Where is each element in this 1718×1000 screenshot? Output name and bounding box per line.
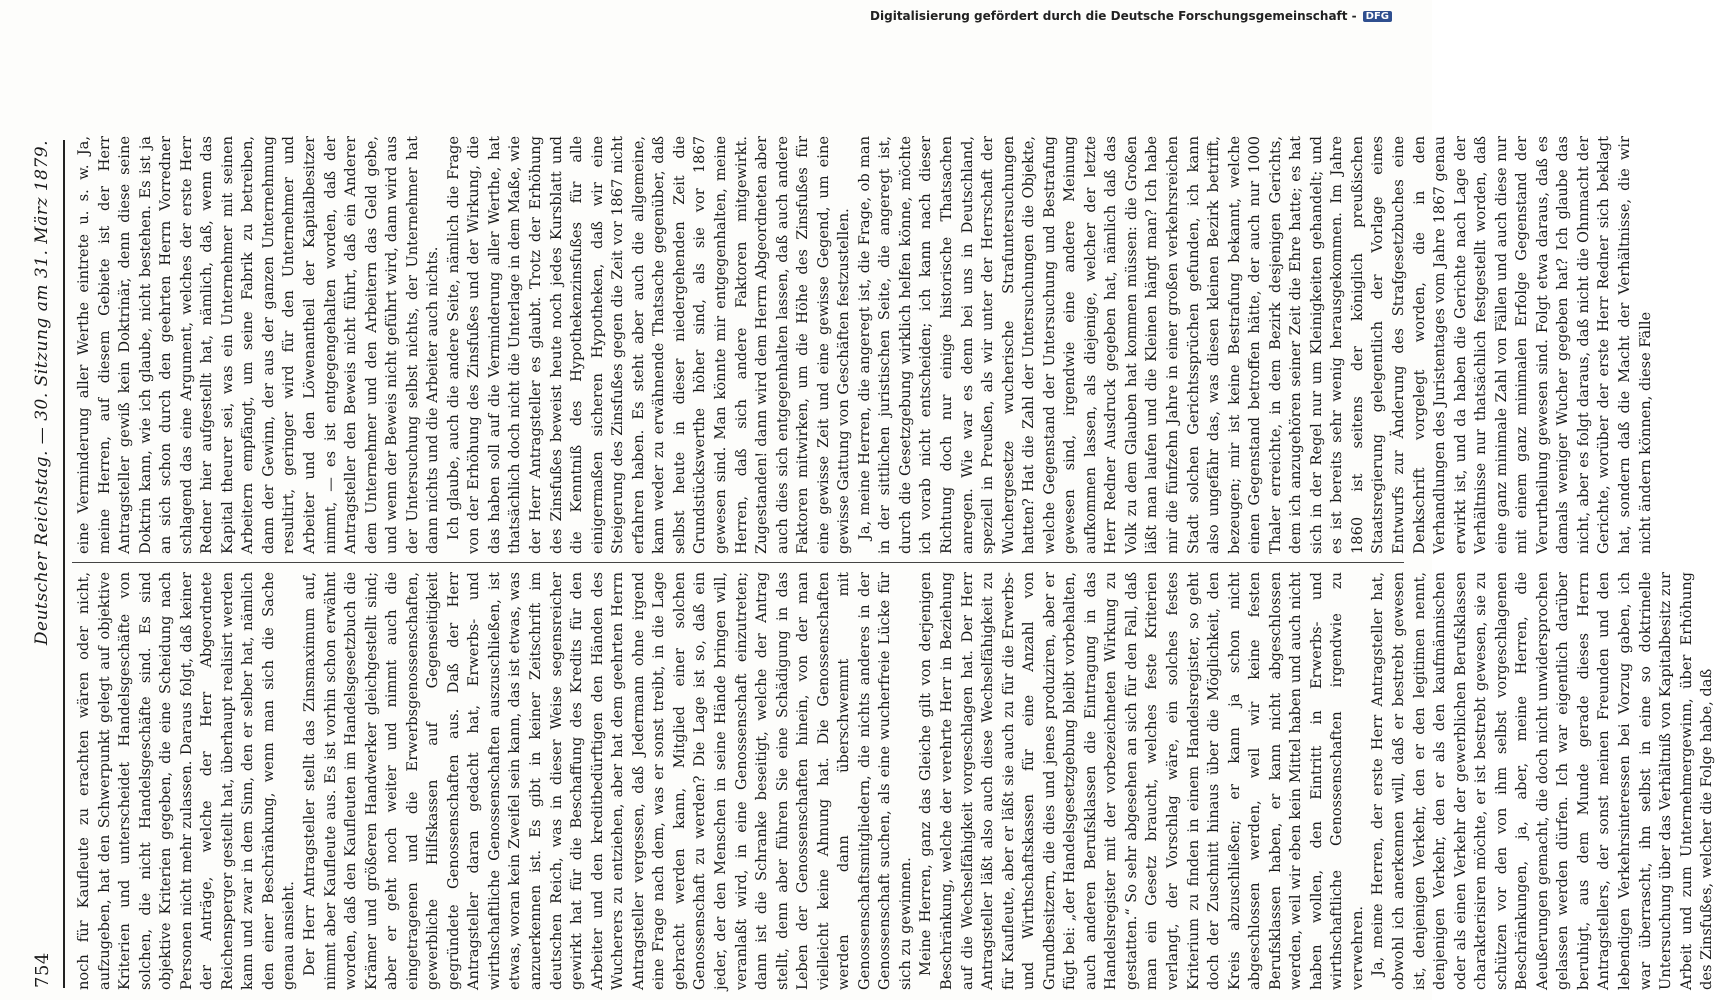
paragraph: Ja, meine Herren, der erste Herr Antragsteller hat, obwohl ich anerkennen will, daß er bestrebt gewesen ist, denjenigen Verkehr, den er den legitimen nennt, denjenigen Verkehr, den er als den kaufmännischen oder als einen Verkehr der gewerblichen Berufsklassen charakterisiren möchte, er ist bestrebt gewesen, sie zu schützen vor den von ihm selbst vorgeschlagenen Beschränkungen, ja, aber, meine Herren, die Aeußerungen gemacht, die doch nicht unwidersprochen gelassen werden dürfen. Ich war eigentlich darüber beruhigt, aus dem Munde gerade dieses Herrn Antragstellers, der sonst meinen Freunden und den lebendigen Verkehrsinteressen bei Vorzug gaben, ich war überrascht, ihn selbst in eine so doktrinelle Untersuchung über das Verhältniß von Kapitalbesitz zur Arbeit und zum Unternehmergewinn, über Erhöhung des Zinsfußes, welcher die Folge habe, daß [1369, 572, 1716, 990]
digitization-credit [150, 6, 1392, 26]
paragraph: Der Herr Antragsteller stellt das Zinsmaximum auf, nimmt aber Kaufleute aus. Es ist vorhin schon erwähnt worden, daß den Kaufleuten im Handelsgesetzbuch die Krämer und größeren Handwerker gleichgestellt sind; aber er geht noch weiter und nimmt auch die eingetragenen und die Erwerbsgenossenschaften, gewerbliche Hilfskassen auf Gegenseitigkeit gegründete Genossenschaften aus. Daß der Herr Antragsteller daran gedacht hat, Erwerbs- und wirthschaftliche Genossenschaften auszuschließen, ist etwas, woran kein Zweifel sein kann, das ist etwas, was anzuerkennen ist. Es gibt in keiner Zeitschrift im deutschen Reich, was in dieser Weise segensreicher gewirkt hat für die Beschaffung des Kredits für den Arbeiter und den kreditbedürftigen den Händen des Wucherers zu entziehen, aber hat dem geehrten Herrn Antragsteller vergessen, daß Jedermann ohne irgend eine Frage nach dem, was er sonst treibt, in die Lage gebracht werden kann, Mitglied einer solchen Genossenschaft zu werden? Die Lage ist so, daß ein jeder, der den Menschen in seine Hände bringen will, veranlaßt wird, in eine Genossenschaft einzutreten; dann ist die Schranke beseitigt, welche der Antrag stellt, denn aber führen Sie eine Schädigung in das Leben der Genossenschaften hinein, von der man vielleicht keine Ahnung hat. Die Genossenschaften werden dann überschwemmt mit Genossenschaftsmitgliedern, die nichts anderes in der Genossenschaft suchen, als eine wucherfreie Lücke für sich zu gewinnen. [301, 572, 914, 990]
dfg-logo: DFG [1363, 11, 1392, 22]
left-column [74, 572, 1716, 990]
paragraph: noch für Kaufleute zu erachten wären oder nicht, aufzugeben, hat den Schwerpunkt gelegt auf objektive Kriterien und unterscheidet Handelsgeschäfte von solchen, die nicht Handelsgeschäfte sind. Es sind objektive Kriterien gegeben, die eine Scheidung nach Personen nicht mehr zulassen. Daraus folgt, daß keiner der Anträge, welche der Herr Abgeordnete Reichensperger gestellt hat, überhaupt realisirt werden kann und zwar in dem Sinn, den er selber hat, nämlich den einer Beschränkung, wenn man sich die Sache genau ansieht. [75, 572, 298, 990]
running-title: Deutscher Reichstag. — 30. Sitzung am 31. März 1879. [32, 140, 52, 646]
header-rule [63, 140, 65, 988]
paragraph: Ja, meine Herren, die angeregt ist, die Frage, ob man in der sittlichen juristischen Seite, die angeregt ist, durch die Gesetzgebung wirklich helfen könne, möchte ich vorab nicht entscheiden; ich kann nach dieser Richtung doch nur einige historische Thatsachen anregen. Wie war es denn bei uns in Deutschland, speziell in Preußen, als wir unter der Herrschaft der Wuchergesetze wucherische Strafuntersuchungen hatten? Hat die Zahl der Untersuchungen die Objekte, welche Gegenstand der Untersuchung und Bestrafung gewesen sind, irgendwie eine andere Meinung aufkommen lassen, als diejenige, welcher der letzte Herr Redner Ausdruck gegeben hat, nämlich daß das Volk zu dem Glauben hat kommen müssen: die Großen läßt man laufen und die Kleinen hängt man? Ich habe mir die fünfzehn Jahre in einer großen verkehrsreichen Stadt solchen Gerichtssprüchen gefunden, ich kann also ungefähr das, was diesen kleinen Bezirk betrifft, bezeugen; mir ist keine Bestrafung bekannt, welche einen Gegenstand betroffen hätte, der auch nur 1000 Thaler erreichte, in dem Bezirk desjenigen Gerichts, dem ich anzugehören seiner Zeit die Ehre hatte; es hat sich in der Regel nur um Kleinigkeiten gehandelt; und es ist bereits sehr wenig herausgekommen. Im Jahre 1860 ist seitens der königlich preußischen Staatsregierung gelegentlich der Vorlage eines Entwurfs zur Änderung des Strafgesetzbuches eine Denkschrift vorgelegt worden, die in den Verhandlungen des Juristentages vom Jahre 1867 genau erwirkt ist, und da haben die Gerichte nach Lage der Verhältnisse nur thatsächlich festgestellt worden, daß eine ganz minimale Zahl von Fällen und auch diese nur mit einem ganz minimalen Erfolge Gegenstand der Verurtheilung gewesen sind. Folgt etwa daraus, daß es damals weniger Wucher gegeben hat? Ich glaube das nicht, aber es folgt daraus, daß nicht die Ohnmacht der Gerichte, worüber der erste Herr Redner sich beklagt hat, sondern daß die Macht der Verhältnisse, die wir nicht ändern können, diese Fälle [855, 136, 1654, 554]
column-divider [72, 562, 1404, 563]
right-column [74, 136, 1654, 554]
paragraph: eine Verminderung aller Werthe eintrete u. s. w. Ja, meine Herren, auf diesem Gebiete ist der Herr Antragsteller gewiß kein Doktrinär, denn diese seine Doktrin kann, wie ich glaube, nicht bestehen. Es ist ja an sich schon durch den geehrten Herrn Vorredner schlagend das eine Argument, welches der erste Herr Redner hier aufgestellt hat, nämlich, daß, wenn das Kapital theurer sei, was ein Unternehmer mit seinen Arbeitern empfängt, um seine Fabrik zu betreiben, dann der Gewinn, der aus der ganzen Unternehmung resultirt, geringer wird für den Unternehmer und Arbeiter und den Löwenantheil der Kapitalbesitzer nimmt, — es ist entgegengehalten worden, daß der Antragsteller den Beweis nicht führt, daß ein Anderer dem Unternehmer und den Arbeitern das Geld gebe, und wenn der Beweis nicht geführt wird, dann wird aus der Untersuchung selbst nichts, der Unternehmer hat dann nichts und die Arbeiter auch nichts. [75, 136, 442, 554]
page-number: 754 [31, 952, 53, 988]
paragraph: Ich glaube, auch die andere Seite, nämlich die Frage von der Erhöhung des Zinsfußes und der Wirkung, die das haben soll auf die Verminderung aller Werthe, hat thatsächlich doch nicht die Unterlage in dem Maße, wie der Herr Antragsteller es glaubt. Trotz der Erhöhung des Zinsfußes beweist heute noch jedes Kursblatt und die Kenntniß des Hypothekenzinsfußes für alle einigermaßen sicheren Hypotheken, daß wir eine Steigerung des Zinsfußes gegen die Zeit vor 1867 nicht erfahren haben. Es steht aber auch die allgemeine, kann weder zu erwähnende Thatsache gegenüber, daß selbst heute in dieser niedergehenden Zeit die Grundstückswerthe höher sind, als sie vor 1867 gewesen sind. Man könnte mir entgegenhalten, meine Herren, daß sich andere Faktoren mitgewirkt. Zugestanden! dann wird dem Herrn Abgeordneten aber auch dies sich entgegenhalten lassen, daß auch andere Faktoren mitwirken, um die Höhe des Zinsfußes für eine gewisse Zeit und eine gewisse Gegend, um eine gewisse Gattung von Geschäften festzustellen. [444, 136, 853, 554]
paragraph: Meine Herren, ganz das Gleiche gilt von derjenigen Beschränkung, welche der verehrte Herr in Beziehung auf die Wechselfähigkeit vorgeschlagen hat. Der Herr Antragsteller läßt also auch diese Wechselfähigkeit zu für Kaufleute, aber er läßt sie auch zu für die Erwerbs- und Wirthschaftskassen für eine Anzahl von Grundbesitzern, die dies und jenes produziren, aber er fügt bei: „der Handelsgesetzgebung bleibt vorbehalten, auch anderen Berufsklassen die Eintragung in das Handelsregister mit der vorbezeichneten Wirkung zu gestatten.“ So sehr abgesehen an sich für den Fall, daß man ein Gesetz braucht, welches feste Kriterien verlangt, der Vorschlag wäre, ein solches festes Kriterium zu finden in einem Handelsregister, so geht doch der Zuschnitt hinaus über die Möglichkeit, den Kreis abzuschließen; er kann ja schon nicht abgeschlossen werden, weil wir keine festen Berufsklassen haben, er kann nicht abgeschlossen werden, weil wir eben kein Mittel haben und auch nicht haben wollen, den Eintritt in Erwerbs- und wirthschaftliche Genossenschaften irgendwie zu verwehren. [917, 572, 1366, 990]
page-header [26, 140, 58, 988]
credit-text: Digitalisierung gefördert durch die Deutsche Forschungsgemeinschaft - [870, 9, 1357, 23]
